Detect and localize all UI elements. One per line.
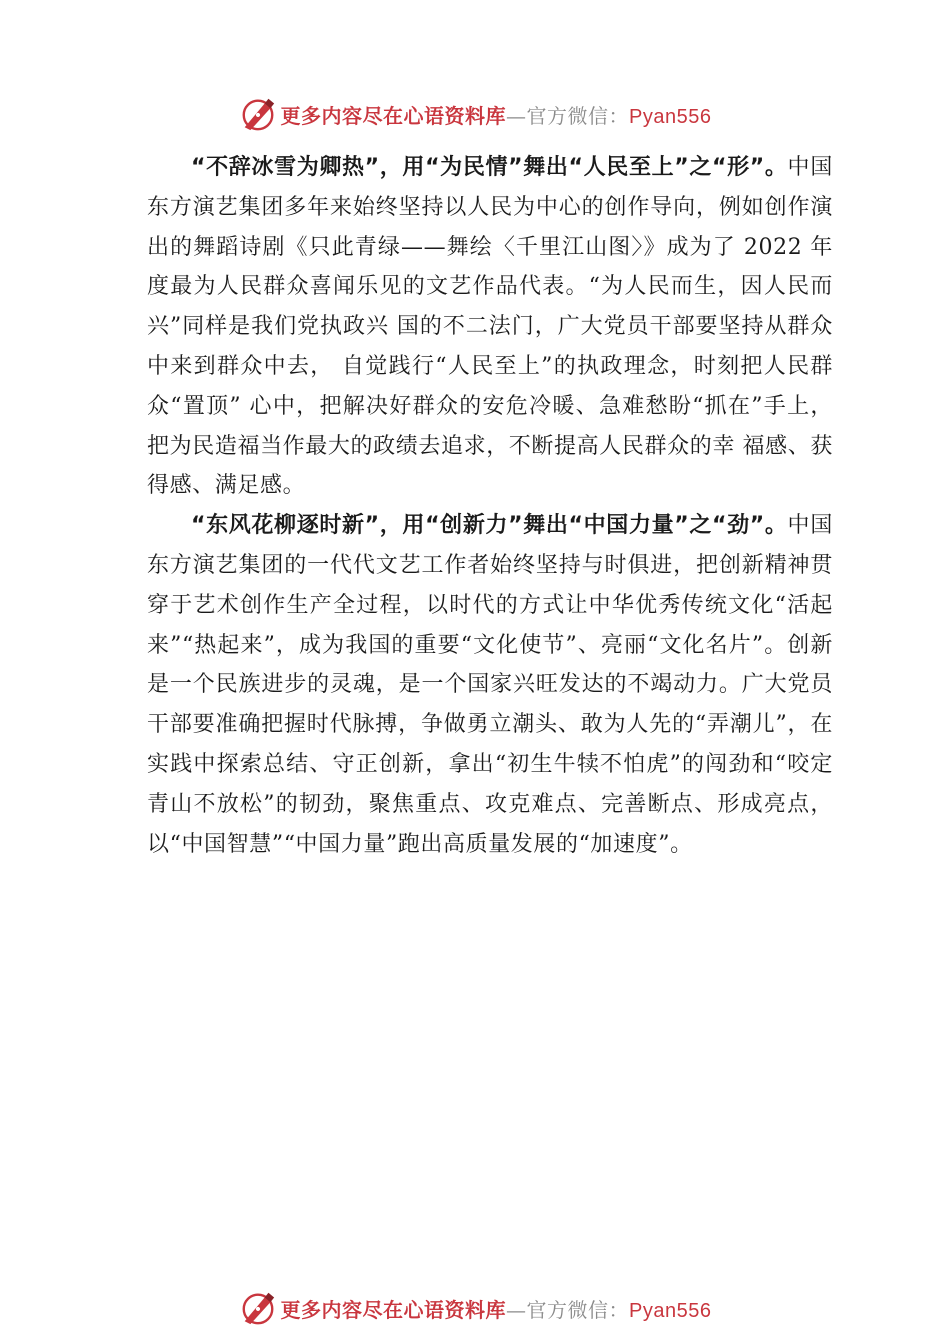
watermark-label: 官方微信：	[526, 1297, 630, 1322]
document-body	[147, 148, 833, 864]
watermark-label: 官方微信：	[526, 103, 630, 128]
paragraph-title: “东风花柳逐时新”，用“创新力”舞出“中国力量”之“劲”。	[191, 513, 788, 539]
watermark-separator: —	[506, 103, 527, 128]
watermark-wechat-id: Pyan556	[629, 105, 712, 128]
watermark-brand: 更多内容尽在心语资料库	[280, 1297, 507, 1322]
paragraph-text: 中国东方演艺集团多年来始终坚持以人民为中心的创作导向，例如创作演出的舞蹈诗剧《只此青绿——舞绘〈千里江山图〉》成为了 2022 年度最为人民群众喜闻乐见的文艺作品代表。“为人民而生，因人民而兴”同样是我们党执政兴 国的不二法门，广大党员干部要坚持从群众中来到群众中去， 自觉践行“人民至上”的执政理念，时刻把人民群众“置顶” 心中，把解决好群众的安危冷暖、急难愁盼“抓在”手上， 把为民造福当作最大的政绩去追求，不断提高人民群众的幸 福感、获得感、满足感。	[147, 155, 833, 499]
watermark-brand: 更多内容尽在心语资料库	[280, 103, 507, 128]
paragraph-text: 中国东方演艺集团的一代代文艺工作者始终坚持与时俱进，把创新精神贯穿于艺术创作生产全过程，以时代的方式让中华优秀传统文化“活起来”“热起来”，成为我国的重要“文化使节”、亮丽“文化名片”。创新是一个民族进步的灵魂，是一个国家兴旺发达的不竭动力。广大党员干部要准确把握时代脉搏，争做勇立潮头、敢为人先的“弄潮儿”，在实践中探索总结、守正创新，拿出“初生牛犊不怕虎”的闯劲和“咬定青山不放松”的韧劲，聚焦重点、攻克难点、完善断点、形成亮点，以“中国智慧”“中国力量”跑出高质量发展的“加速度”。	[147, 513, 833, 857]
watermark-wechat-id: Pyan556	[629, 1299, 712, 1322]
header-watermark	[0, 94, 950, 134]
footer-watermark	[0, 1288, 950, 1328]
paragraph-people-first	[147, 148, 833, 506]
paragraph-innovation	[147, 506, 833, 864]
pen-nib-circle-icon	[239, 95, 277, 133]
paragraph-title: “不辞冰雪为卿热”，用“为民情”舞出“人民至上”之“形”。	[191, 155, 788, 180]
watermark-separator: —	[506, 1297, 527, 1322]
pen-nib-circle-icon	[239, 1289, 277, 1327]
